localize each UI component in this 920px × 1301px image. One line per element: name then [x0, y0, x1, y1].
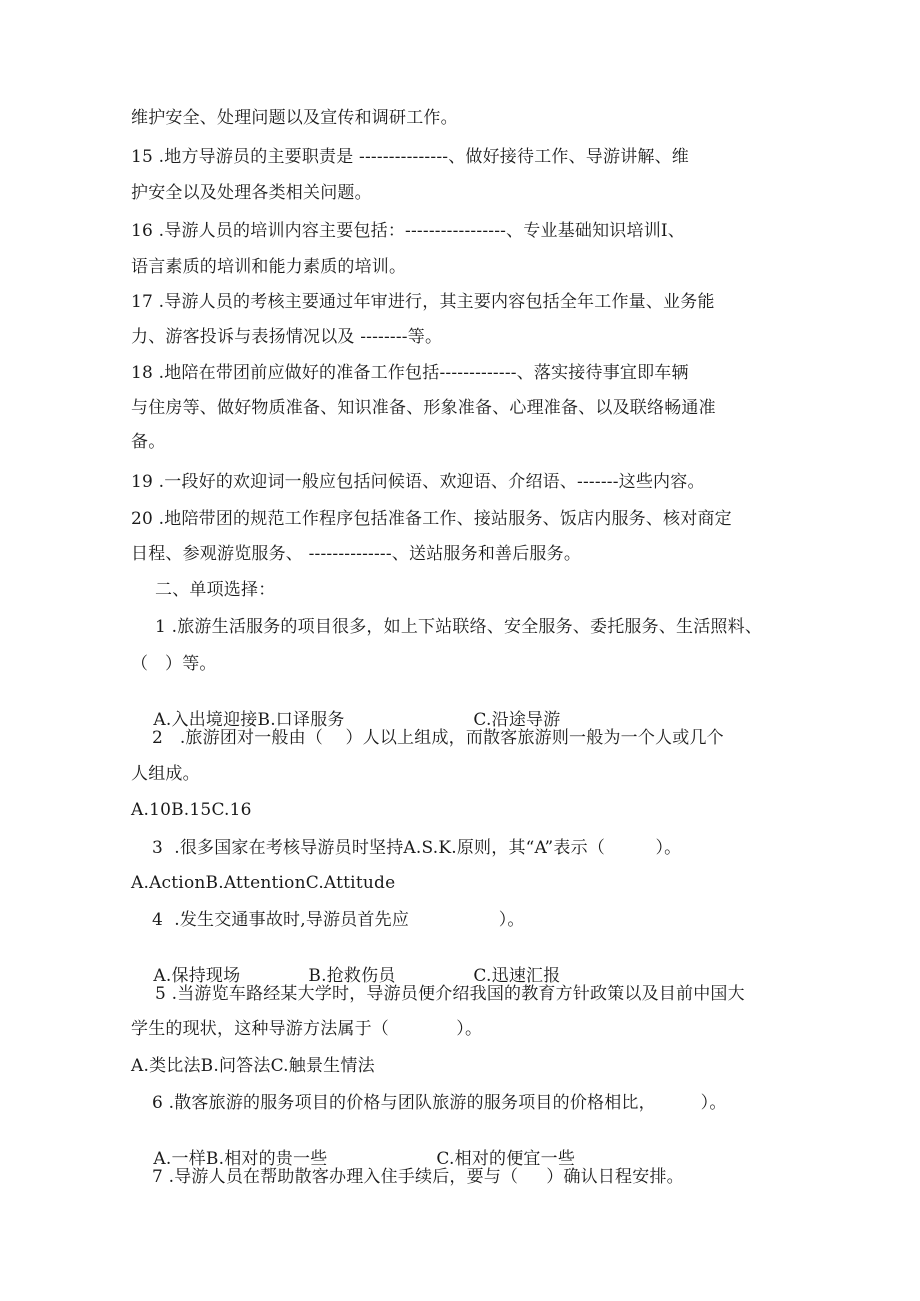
mc-question-4: 4 .发生交通事故时,导游员首先应 ）。 [152, 910, 525, 930]
mc-question-1: 1 .旅游生活服务的项目很多，如上下站联络、安全服务、委托服务、生活照料、 [155, 617, 763, 637]
section-heading: 二、单项选择： [155, 580, 276, 600]
question-19: 19 .一段好的欢迎词一般应包括问候语、欢迎语、介绍语、-------这些内容。 [131, 472, 705, 492]
text-line: 语言素质的培训和能力素质的培训。 [131, 257, 407, 277]
text-line: 与住房等、做好物质准备、知识准备、形象准备、心理准备、以及联络畅通准 [131, 398, 716, 418]
text-line: 学生的现状，这种导游方法属于（ ）。 [131, 1019, 483, 1039]
option: C.相对的便宜一些 [436, 1149, 576, 1169]
mc-question-6: 6 .散客旅游的服务项目的价格与团队旅游的服务项目的价格相比， ）。 [152, 1093, 727, 1113]
text-line: 维护安全、处理问题以及宣传和调研工作。 [131, 108, 458, 128]
option: A.保持现场 [153, 966, 241, 986]
text-line: 备。 [131, 432, 166, 452]
mc-question-3: 3 .很多国家在考核导游员时坚持A.S.K.原则，其“A”表示（ ）。 [152, 838, 682, 858]
text-line: 人组成。 [131, 764, 200, 784]
mc-options-5: A.类比法B.问答法C.触景生情法 [131, 1056, 375, 1076]
option: C.迅速汇报 [473, 966, 561, 986]
option: B.抢救伤员 [308, 966, 396, 986]
question-16: 16 .导游人员的培训内容主要包括：-----------------、专业基础知识培训I、 [131, 221, 686, 241]
question-20: 20 .地陪带团的规范工作程序包括准备工作、接站服务、饭店内服务、核对商定 [131, 509, 732, 529]
mc-question-7: 7 .导游人员在帮助散客办理入住手续后，要与（ ）确认日程安排。 [152, 1167, 684, 1187]
option: A.一样B.相对的贵一些 [153, 1149, 328, 1169]
text-line: 力、游客投诉与表扬情况以及 --------等。 [131, 327, 443, 347]
mc-question-2: 2 .旅游团对一般由（ ）人以上组成，而散客旅游则一般为一个人或几个 [152, 728, 724, 748]
text-line: （ ）等。 [131, 654, 217, 674]
option: A.入出境迎接B.口译服务 [153, 710, 345, 730]
text-line: 护安全以及处理各类相关问题。 [131, 183, 372, 203]
question-18: 18 .地陪在带团前应做好的准备工作包括-------------、落实接待事宜即车辆 [131, 363, 689, 383]
option: C.沿途导游 [473, 710, 561, 730]
mc-options-3: A.ActionB.AttentionC.Attitude [131, 873, 396, 893]
mc-options-2: A.10B.15C.16 [131, 800, 252, 820]
mc-question-5: 5 .当游览车路经某大学时，导游员便介绍我国的教育方针政策以及目前中国大 [155, 984, 745, 1004]
question-17: 17 .导游人员的考核主要通过年审进行，其主要内容包括全年工作量、业务能 [131, 292, 715, 312]
text-line: 日程、参观游览服务、 --------------、送站服务和善后服务。 [131, 544, 582, 564]
question-15: 15 .地方导游员的主要职责是 ---------------、做好接待工作、导游讲解、维 [131, 147, 690, 167]
